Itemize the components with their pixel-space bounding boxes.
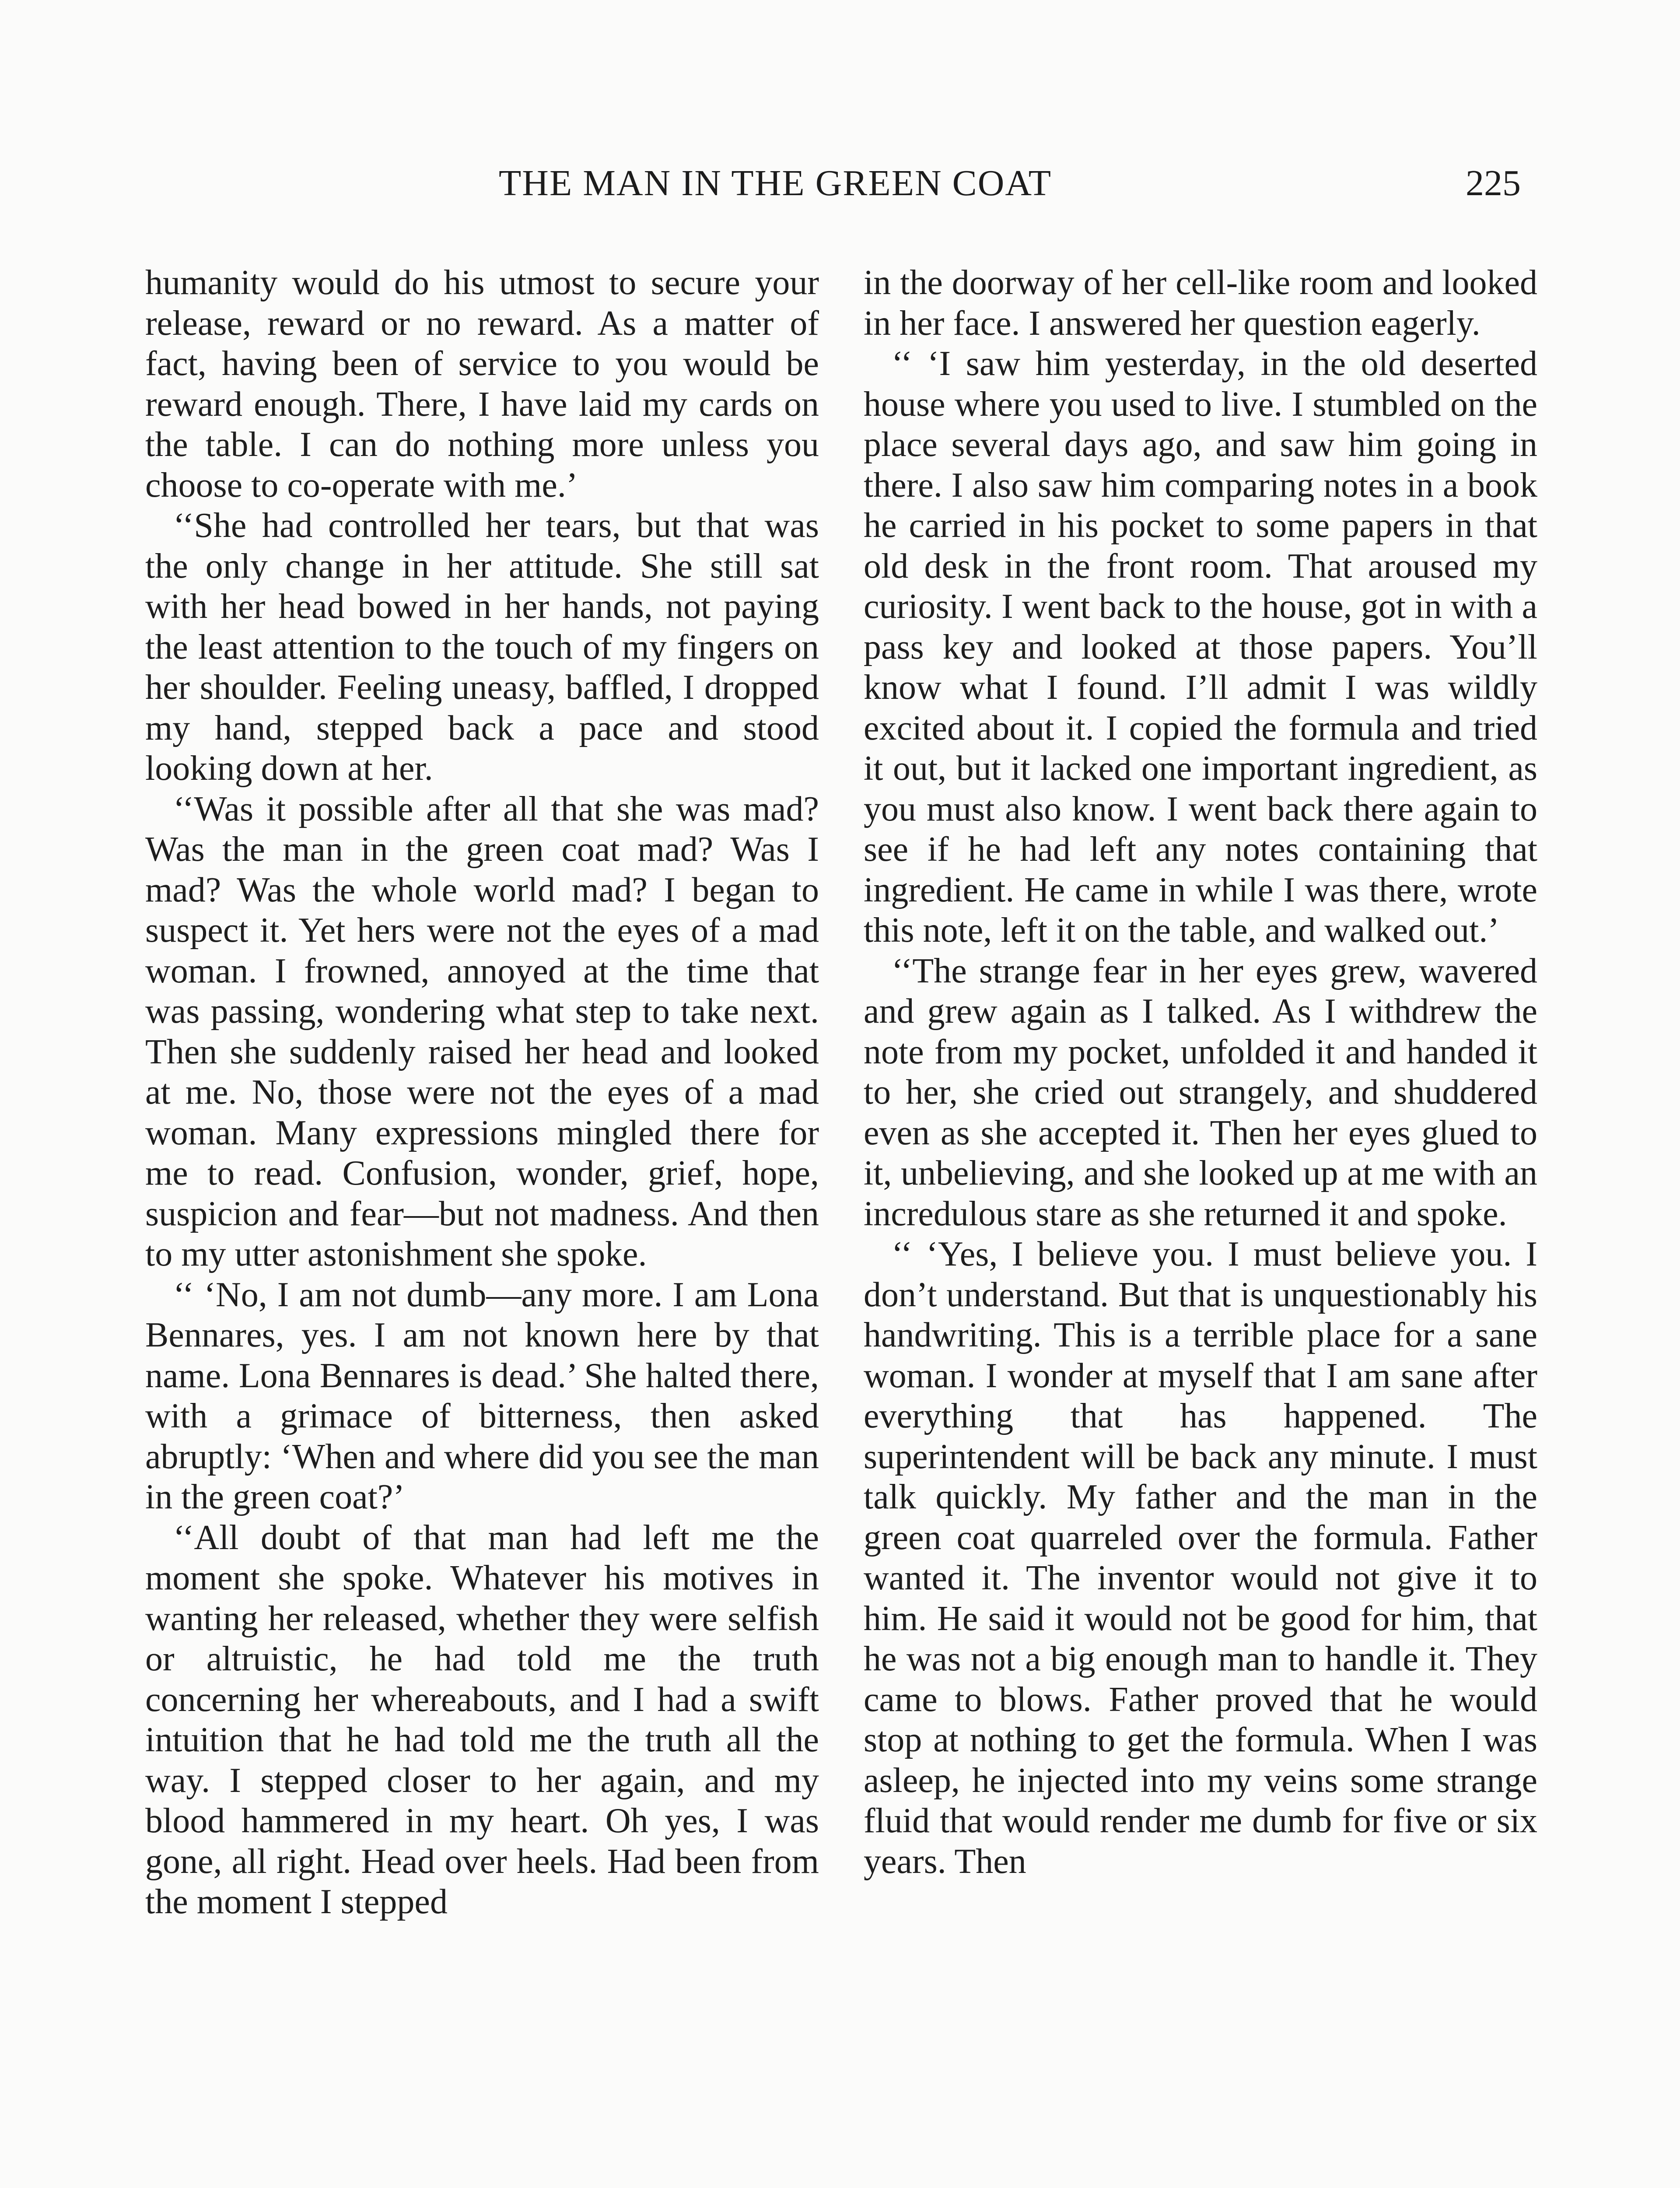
paragraph: humanity would do his utmost to secure your release, reward or no reward. As a matter of fact, having been of service to you would be reward enough. There, I have laid my cards on the table. I can do nothing more unless you choose to co-operate with me.’ (145, 263, 819, 505)
paragraph: in the doorway of her cell-like room and looked in her face. I answered her question eagerly. (864, 263, 1537, 343)
paragraph: ‘‘She had controlled her tears, but that was the only change in her attitude. She still sat with her head bowed in her hands, not paying the least attention to the touch of my fingers on her shoulder. Feeling uneasy, baffled, I dropped my hand, stepped back a pace and stood looking down at her. (145, 506, 819, 788)
paragraph: ‘‘The strange fear in her eyes grew, wavered and grew again as I talked. As I withdrew the note from my pocket, unfolded it and handed it to her, she cried out strangely, and shuddered even as she accepted it. Then her eyes glued to it, unbelieving, and she looked up at me with an incredulous stare as she returned it and spoke. (864, 951, 1537, 1233)
paragraph: ‘‘ ‘I saw him yesterday, in the old deserted house where you used to live. I stumbled on the place several days ago, and saw him going in there. I also saw him comparing notes in a book he carried in his pocket to some papers in that old desk in the front room. That aroused my curiosity. I went back to the house, got in with a pass key and looked at those papers. You’ll know what I found. I’ll admit I was wildly excited about it. I copied the formula and tried it out, but it lacked one important ingredient, as you must also know. I went back there again to see if he had left any notes containing that ingredient. He came in while I was there, wrote this note, left it on the table, and walked out.’ (864, 344, 1537, 950)
paragraph: ‘‘ ‘Yes, I believe you. I must believe you. I don’t understand. But that is unquestionably his handwriting. This is a terrible place for a sane woman. I wonder at myself that I am sane after everything that has happened. The superintendent will be back any minute. I must talk quickly. My father and the man in the green coat quarreled over the formula. Father wanted it. The inventor would not give it to him. He said it would not be good for him, that he was not a big enough man to handle it. They came to blows. Father proved that he would stop at nothing to get the formula. When I was asleep, he injected into my veins some strange fluid that would render me dumb for five or six years. Then (864, 1235, 1537, 1881)
paragraph: ‘‘All doubt of that man had left me the moment she spoke. Whatever his motives in wanting her released, whether they were selfish or altruistic, he had told me the truth concerning her whereabouts, and I had a swift intuition that he had told me the truth all the way. I stepped closer to her again, and my blood hammered in my heart. Oh yes, I was gone, all right. Head over heels. Had been from the moment I stepped (145, 1518, 819, 1921)
right-text-column (864, 263, 1537, 1882)
paragraph: ‘‘ ‘No, I am not dumb—any more. I am Lona Bennares, yes. I am not known here by that name. Lona Bennares is dead.’ She halted there, with a grimace of bitterness, then asked abruptly: ‘When and where did you see the man in the green coat?’ (145, 1275, 819, 1516)
paragraph: ‘‘Was it possible after all that she was mad? Was the man in the green coat mad? Was I mad? Was the whole world mad? I began to suspect it. Yet hers were not the eyes of a mad woman. I frowned, annoyed at the time that was passing, wondering what step to take next. Then she suddenly raised her head and looked at me. No, those were not the eyes of a mad woman. Many expressions mingled there for me to read. Confusion, wonder, grief, hope, suspicion and fear—but not madness. And then to my utter astonishment she spoke. (145, 789, 819, 1273)
left-text-column (145, 263, 819, 1922)
running-head-title: THE MAN IN THE GREEN COAT (499, 163, 1052, 203)
page-number: 225 (1466, 163, 1521, 203)
